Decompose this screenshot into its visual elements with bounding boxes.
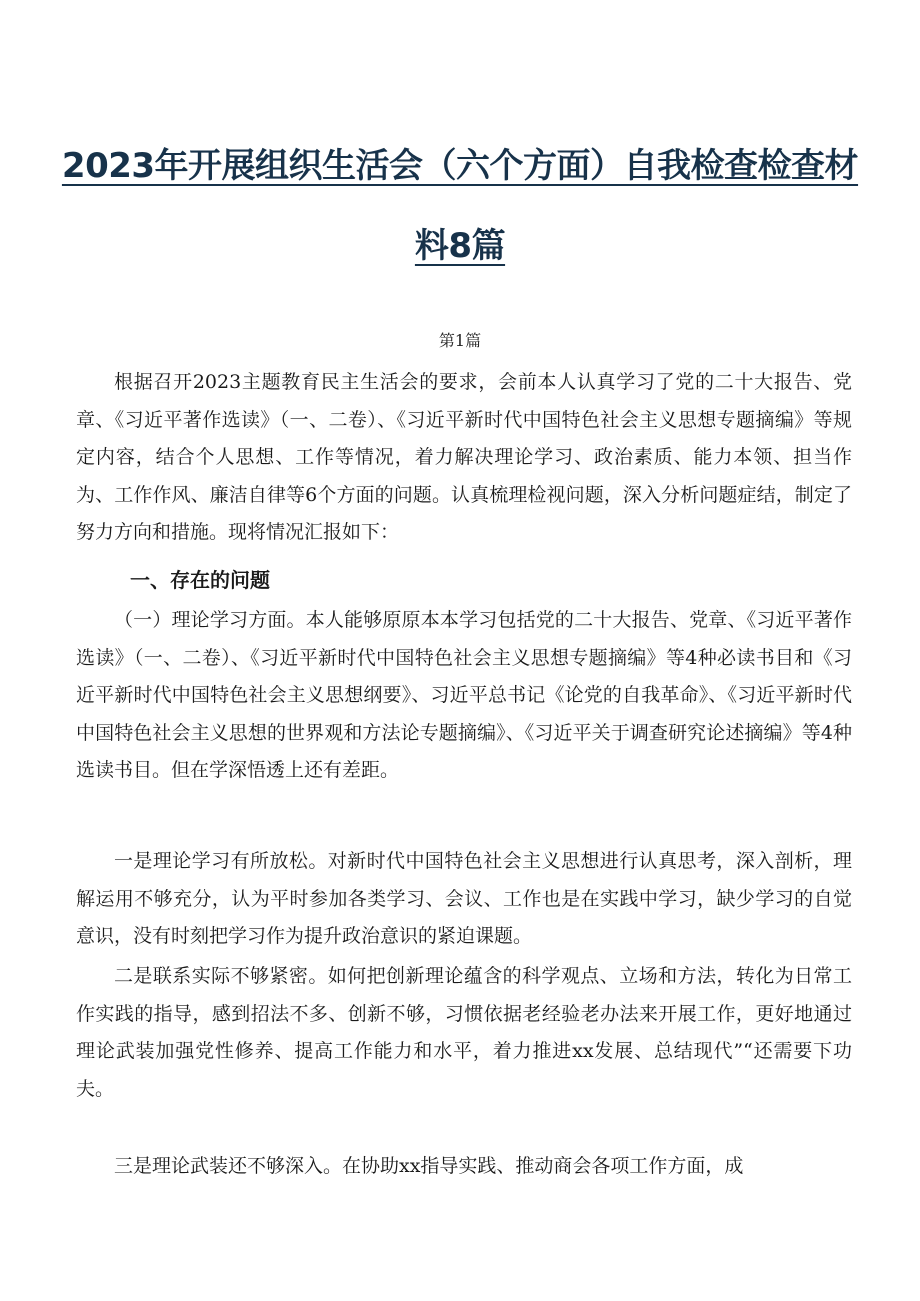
section-label: 第1篇	[438, 331, 482, 350]
theory-study-paragraph: （一）理论学习方面。本人能够原原本本学习包括党的二十大报告、党章、《习近平著作选读》（一、二卷）、《习近平新时代中国特色社会主义思想专题摘编》等4种必读书目和《习近平新时代中国特色社会主义思想纲要》、习近平总书记《论党的自我革命》、《习近平新时代中国特色社会主义思想的世界观和方法论专题摘编》、《习近平关于调查研究论述摘编》等4种选读书目。但在学深悟透上还有差距。	[76, 609, 852, 781]
intro-paragraph: 根据召开2023主题教育民主生活会的要求，会前本人认真学习了党的二十大报告、党章、《习近平著作选读》（一、二卷）、《习近平新时代中国特色社会主义思想专题摘编》等规定内容，结合个人思想、工作等情况，着力解决理论学习、政治素质、能力本领、担当作为、工作作风、廉洁自律等6个方面的问题。认真梳理检视问题，深入分析问题症结，制定了努力方向和措施。现将情况汇报如下：	[76, 371, 852, 543]
point-one-paragraph: 一是理论学习有所放松。对新时代中国特色社会主义思想进行认真思考，深入剖析，理解运用不够充分，认为平时参加各类学习、会议、工作也是在实践中学习，缺少学习的自觉意识，没有时刻把学习作为提升政治意识的紧迫课题。	[76, 850, 852, 947]
point-three-paragraph: 三是理论武装还不够深入。在协助xx指导实践、推动商会各项工作方面，成	[114, 1155, 744, 1177]
section-heading: 一、存在的问题	[130, 568, 270, 592]
document-title-line-2: 料8篇	[414, 226, 506, 266]
point-two-paragraph: 二是联系实际不够紧密。如何把创新理论蕴含的科学观点、立场和方法，转化为日常工作实践的指导，感到招法不多、创新不够，习惯依据老经验老办法来开展工作，更好地通过理论武装加强党性修养、提高工作能力和水平，着力推进xx发展、总结现代”“还需要下功夫。	[76, 965, 852, 1100]
document-title-line-1: 2023年开展组织生活会（六个方面）自我检查检查材	[61, 146, 859, 186]
